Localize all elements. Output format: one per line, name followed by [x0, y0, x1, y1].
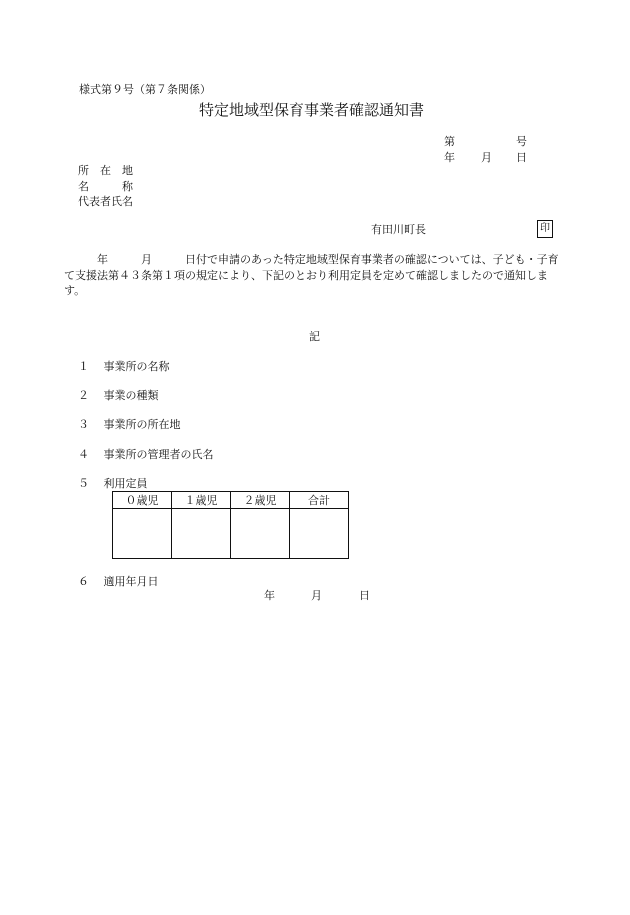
item-business-location: ３ 事業所の所在地 [78, 418, 181, 431]
capacity-value-age0 [113, 509, 172, 559]
capacity-table-value-row [113, 509, 349, 559]
seal-stamp: 印 [537, 220, 553, 238]
capacity-table [112, 491, 349, 559]
ki-heading: 記 [309, 330, 320, 343]
form-number: 様式第９号（第７条関係） [79, 83, 211, 96]
capacity-value-total [290, 509, 349, 559]
capacity-value-age1 [172, 509, 231, 559]
item-manager-name: ４ 事業所の管理者の氏名 [78, 448, 214, 461]
applied-date-year: 年 [264, 589, 275, 602]
location-label: 所 在 地 [78, 164, 133, 177]
document-title: 特定地域型保育事業者確認通知書 [199, 101, 425, 119]
capacity-header-age2: ２歳児 [231, 492, 290, 509]
issue-date-year: 年 [444, 151, 455, 164]
representative-label: 代表者氏名 [78, 195, 133, 208]
capacity-header-age0: ０歳児 [113, 492, 172, 509]
issuer-title: 有田川町長 [371, 223, 426, 236]
applied-date-day: 日 [359, 589, 370, 602]
applied-date-month: 月 [311, 589, 322, 602]
doc-number-prefix: 第 [444, 135, 455, 148]
capacity-header-total: 合計 [290, 492, 349, 509]
doc-number-suffix: 号 [516, 135, 527, 148]
item-business-name: １ 事業所の名称 [78, 360, 170, 373]
name-label: 名 称 [78, 180, 133, 193]
issue-date-day: 日 [516, 151, 527, 164]
item-business-type: ２ 事業の種類 [78, 389, 159, 402]
item-capacity: ５ 利用定員 [78, 477, 148, 490]
capacity-table-header-row [113, 492, 349, 509]
capacity-value-age2 [231, 509, 290, 559]
item-applied-date: ６ 適用年月日 [78, 575, 159, 588]
body-paragraph: 年 月 日付で申請のあった特定地域型保育事業者の確認については、子ども・子育て支援法第４３条第１項の規定により、下記のとおり利用定員を定めて確認しましたので通知します。 [64, 253, 559, 297]
capacity-header-age1: １歳児 [172, 492, 231, 509]
issue-date-month: 月 [481, 151, 492, 164]
